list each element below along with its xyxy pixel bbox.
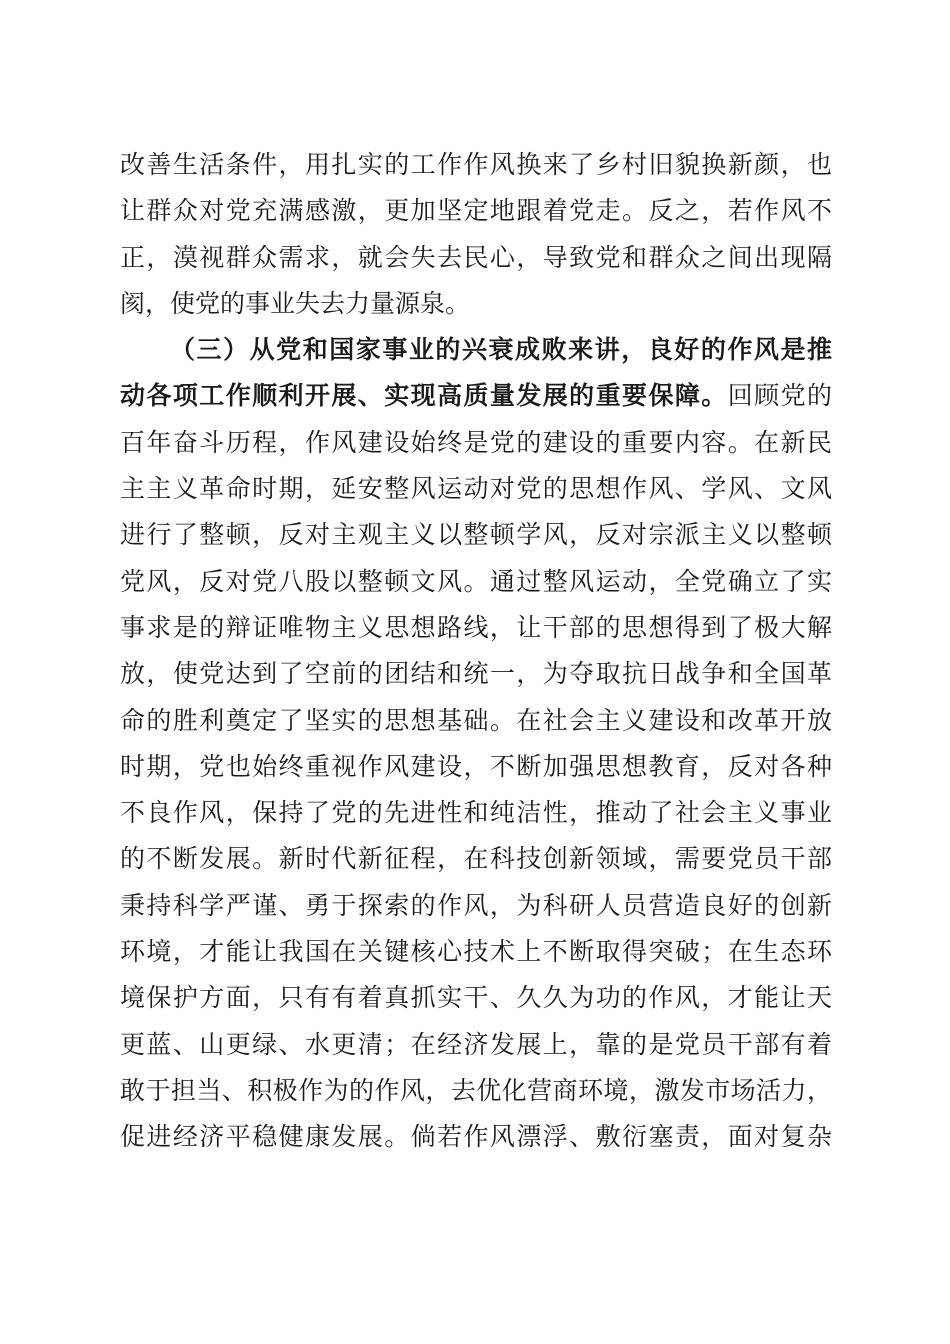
text-line: 环境，才能让我国在关键核心技术上不断取得突破；在生态环 <box>120 937 832 967</box>
text-line: 更蓝、山更绿、水更清；在经济发展上，靠的是党员干部有着 <box>120 1029 832 1059</box>
text-line: 放，使党达到了空前的团结和统一，为夺取抗日战争和全国革 <box>120 659 832 689</box>
text-line: 百年奋斗历程，作风建设始终是党的建设的重要内容。在新民 <box>120 427 832 457</box>
body-text <box>120 142 832 1161</box>
text-line: 命的胜利奠定了坚实的思想基础。在社会主义建设和改革开放 <box>120 705 832 735</box>
section-heading-line: （三）从党和国家事业的兴衰成败来讲，良好的作风是推 <box>170 335 832 365</box>
text-line: 让群众对党充满感激，更加坚定地跟着党走。反之，若作风不 <box>120 196 832 226</box>
text-line: 敢于担当、积极作为的作风，去优化营商环境，激发市场活力， <box>120 1075 832 1105</box>
text-segment: 回顾党的 <box>727 381 832 411</box>
text-line: 改善生活条件，用扎实的工作作风换来了乡村旧貌换新颜，也 <box>120 150 832 179</box>
text-line: 促进经济平稳健康发展。倘若作风漂浮、敷衍塞责，面对复杂 <box>120 1122 832 1152</box>
text-line: 时期，党也始终重视作风建设，不断加强思想教育，反对各种 <box>120 751 832 781</box>
text-line: 事求是的辩证唯物主义思想路线，让干部的思想得到了极大解 <box>120 612 832 642</box>
text-line: 党风，反对党八股以整顿文风。通过整风运动，全党确立了实 <box>120 566 832 596</box>
text-line: 主主义革命时期，延安整风运动对党的思想作风、学风、文风 <box>120 474 832 504</box>
text-line: 阂，使党的事业失去力量源泉。 <box>120 288 471 318</box>
text-line: 正，漠视群众需求，就会失去民心，导致党和群众之间出现隔 <box>120 242 832 272</box>
text-line: 不良作风，保持了党的先进性和纯洁性，推动了社会主义事业 <box>120 798 832 828</box>
text-line: 进行了整顿，反对主观主义以整顿学风，反对宗派主义以整顿 <box>120 520 832 550</box>
text-line: 的不断发展。新时代新征程，在科技创新领域，需要党员干部 <box>120 844 832 874</box>
text-line: 秉持科学严谨、勇于探索的作风，为科研人员营造良好的创新 <box>120 890 832 920</box>
section-heading-tail: 动各项工作顺利开展、实现高质量发展的重要保障。 <box>120 381 728 411</box>
text-line-mixed <box>120 373 832 419</box>
text-line: 境保护方面，只有有着真抓实干、久久为功的作风，才能让天 <box>120 983 832 1013</box>
